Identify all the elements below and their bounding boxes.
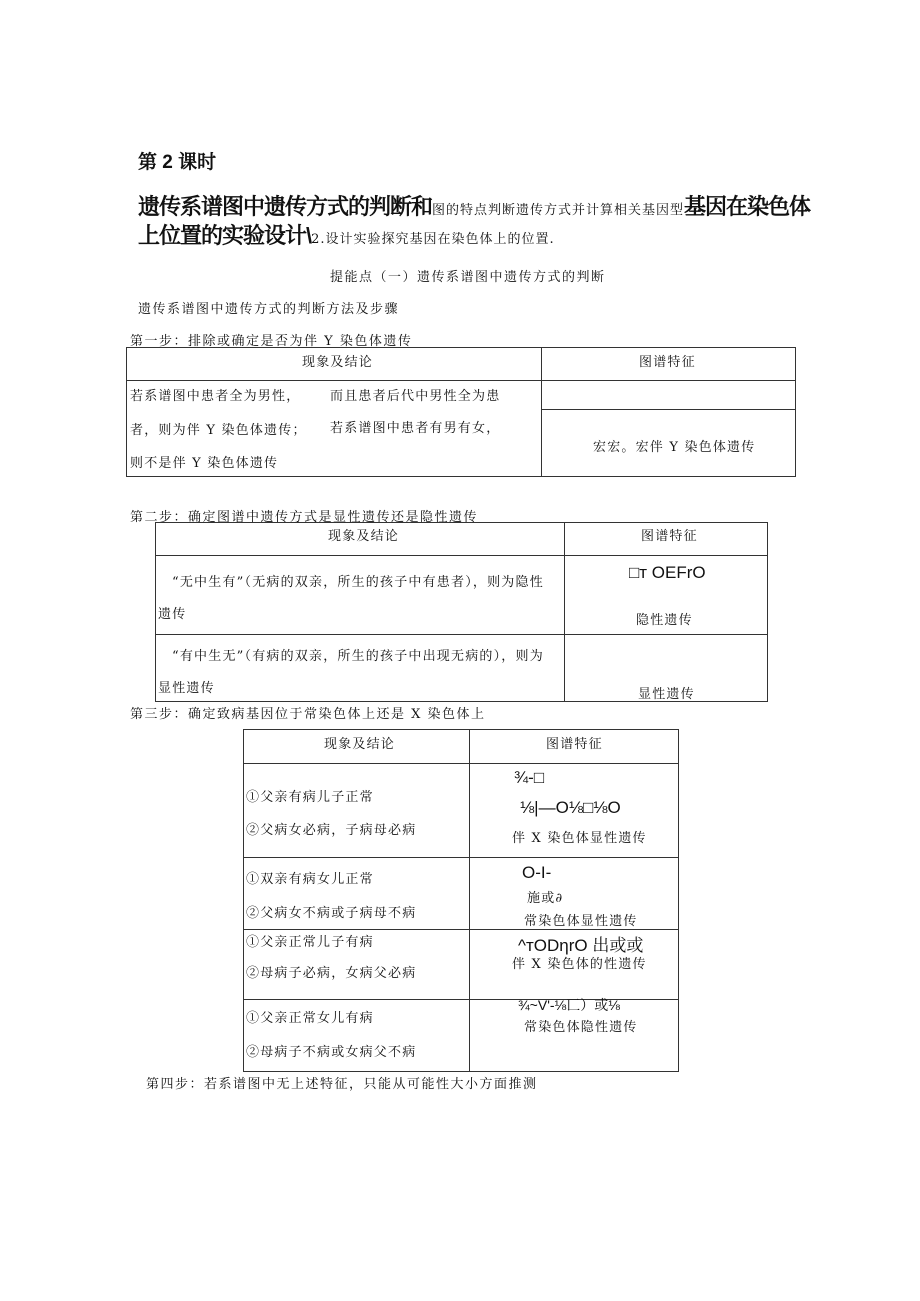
- step3-row1-symbol-1: ¾-□: [514, 768, 545, 787]
- step3-row3-symbol-1: ^тODηrO 出或或: [518, 936, 644, 955]
- step3-row3-feature: 伴 X 染色体的性遗传: [512, 957, 647, 972]
- step1-table: [126, 347, 796, 477]
- lesson-label: 第 2 课时: [138, 152, 217, 173]
- step3-row4-feature: 常染色体隐性遗传: [524, 1020, 638, 1035]
- step2-row1-line2: 遗传: [158, 607, 187, 622]
- step2-row2-feature: 显性遗传: [638, 687, 695, 702]
- step3-row4-a: ①父亲正常女儿有病: [246, 1011, 374, 1026]
- step1-left-line-2: 者，则为伴 Y 染色体遗传；: [130, 423, 307, 438]
- step2-row1-feature: 隐性遗传: [636, 613, 693, 628]
- step3-row2-a: ①双亲有病女儿正常: [246, 872, 374, 887]
- step3-row2-symbol-1: O-I-: [522, 863, 552, 882]
- title-part1: 遗传系谱图中遗传方式的判断和: [138, 194, 433, 219]
- step3-row1-a: ①父亲有病儿子正常: [246, 790, 374, 805]
- step2-col1-header: 现象及结论: [328, 529, 400, 544]
- step1-label: 第一步：排除或确定是否为伴 Y 染色体遗传: [130, 334, 413, 349]
- step1-col1-header: 现象及结论: [302, 355, 374, 370]
- step3-row1-b: ②父病女必病，子病母必病: [246, 823, 417, 838]
- step3-table: [243, 729, 679, 1072]
- step2-row2-line1: “有中生无”（有病的双亲，所生的孩子中出现无病的），则为: [172, 649, 544, 664]
- step1-left-line-3: 则不是伴 Y 染色体遗传: [130, 456, 279, 471]
- step3-col2-header: 图谱特征: [546, 737, 603, 752]
- step2-row2-line2: 显性遗传: [158, 681, 215, 696]
- step2-label: 第二步：确定图谱中遗传方式是显性遗传还是隐性遗传: [130, 510, 479, 525]
- step2-row1-line1: “无中生有”（无病的双亲，所生的孩子中有患者），则为隐性: [172, 575, 544, 590]
- method-heading: 遗传系谱图中遗传方式的判断方法及步骤: [138, 302, 400, 317]
- step3-row2-symbol-2: 施或∂: [527, 891, 564, 906]
- title-part2-small: 2.设计实验探究基因在染色体上的位置.: [311, 232, 555, 247]
- page-title-line-2: [138, 219, 555, 250]
- step3-row3-b: ②母病子必病，女病父必病: [246, 966, 417, 981]
- step3-row4-symbol-1: ¾~V'-⅛匸）或⅛: [518, 997, 620, 1013]
- step1-left-line-1: 若系谱图中患者全为男性，: [130, 389, 301, 404]
- step3-row4-b: ②母病子不病或女病父不病: [246, 1045, 417, 1060]
- step3-row3-a: ①父亲正常儿子有病: [246, 935, 374, 950]
- step1-col2-header: 图谱特征: [639, 355, 696, 370]
- step4-label: 第四步：若系谱图中无上述特征，只能从可能性大小方面推测: [146, 1077, 538, 1092]
- step3-row1-symbol-2: ⅛|—O⅛□⅛O: [520, 798, 621, 817]
- page-title-line-1: [138, 190, 810, 221]
- section-heading: 提能点（一）遗传系谱图中遗传方式的判断: [330, 270, 606, 285]
- title-part1-end: 基因在染色体: [684, 194, 811, 219]
- title-part2: 上位置的实验设计\: [138, 223, 312, 248]
- step3-row1-feature: 伴 X 染色体显性遗传: [512, 831, 647, 846]
- step2-col2-header: 图谱特征: [641, 529, 698, 544]
- step3-row2-b: ②父病女不病或子病母不病: [246, 906, 417, 921]
- step3-col1-header: 现象及结论: [324, 737, 396, 752]
- step3-label: 第三步：确定致病基因位于常染色体上还是 X 染色体上: [130, 707, 486, 722]
- step1-mid-line-2: 若系谱图中患者有男有女，: [330, 421, 501, 436]
- step3-row2-feature: 常染色体显性遗传: [524, 914, 638, 929]
- title-part1-small: 图的特点判断遗传方式并计算相关基因型: [432, 203, 685, 218]
- step1-feature: 宏宏。宏伴 Y 染色体遗传: [593, 440, 756, 455]
- step2-table: [155, 522, 768, 702]
- step2-row1-pedigree-symbol: □т OEFrO: [629, 563, 706, 582]
- step1-mid-line-1: 而且患者后代中男性全为患: [330, 389, 501, 404]
